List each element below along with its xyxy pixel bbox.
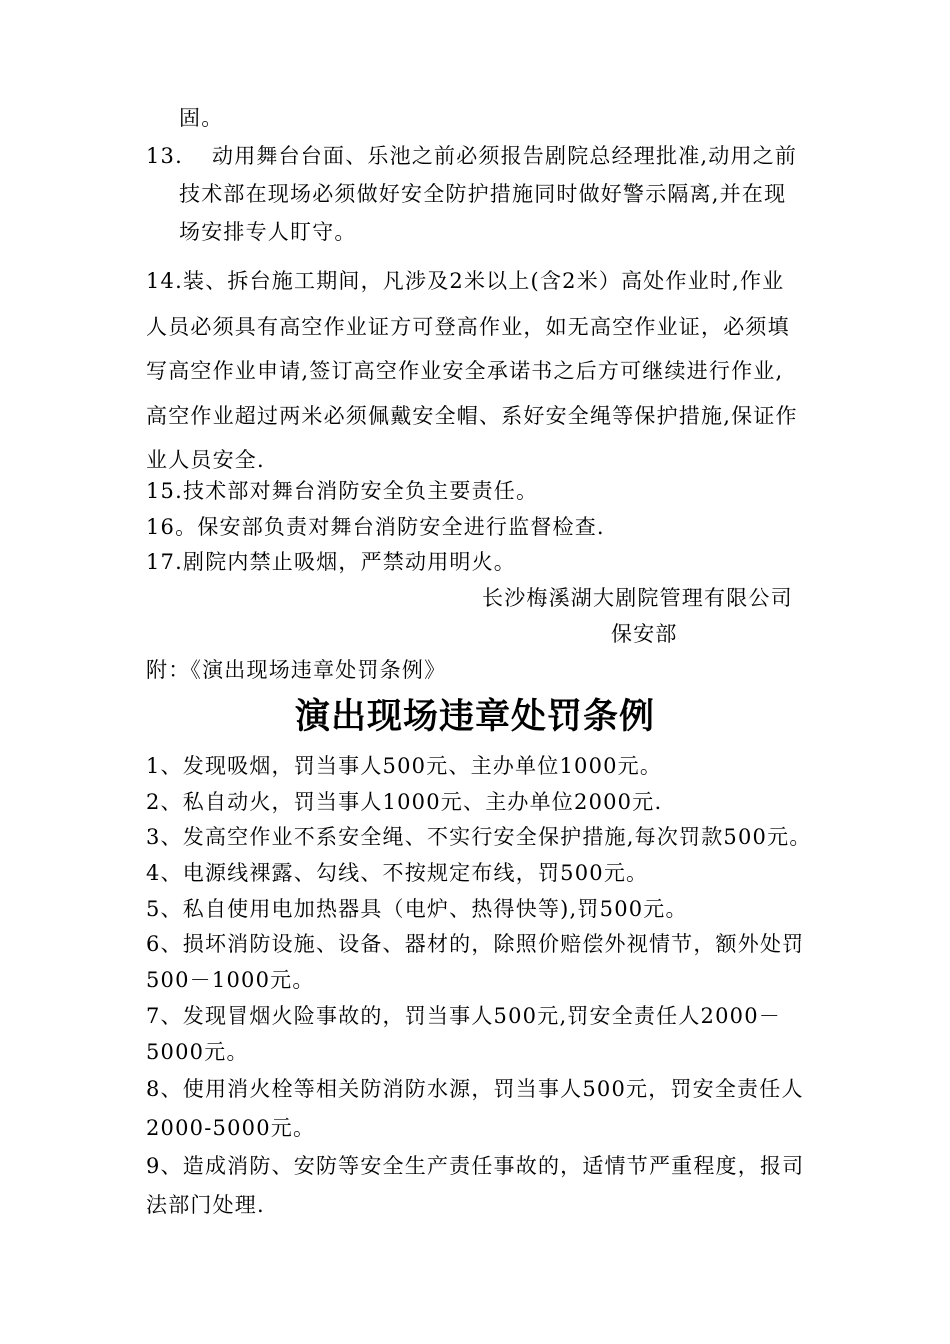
regulation-5: 5、私自使用电加热器具（电炉、热得快等),罚500元。: [146, 897, 688, 921]
signature-company: 长沙梅溪湖大剧院管理有限公司: [482, 586, 793, 610]
regulation-8-line-2: 2000-5000元。: [146, 1116, 316, 1140]
regulation-8-line-1: 8、使用消火栓等相关防消防水源，罚当事人500元，罚安全责任人: [146, 1077, 804, 1101]
item-12-tail: 固。: [179, 106, 224, 130]
item-14-line-4: 高空作业超过两米必须佩戴安全帽、系好安全绳等保护措施,保证作: [146, 404, 798, 428]
regulation-3: 3、发高空作业不系安全绳、不实行安全保护措施,每次罚款500元。: [146, 825, 812, 849]
item-14-line-2: 人员必须具有高空作业证方可登高作业，如无高空作业证，必须填: [146, 315, 790, 339]
regulations-title: 演出现场违章处罚条例: [294, 697, 655, 737]
signature-department: 保安部: [611, 622, 678, 646]
item-14-line-1: 14.装、拆台施工期间，凡涉及2米以上(含2米）高处作业时,作业: [146, 269, 785, 293]
item-17: 17.剧院内禁止吸烟，严禁动用明火。: [146, 550, 516, 574]
item-15: 15.技术部对舞台消防安全负主要责任。: [146, 479, 539, 503]
item-14-line-3: 写高空作业申请,签订高空作业安全承诺书之后方可继续进行作业,: [146, 359, 784, 383]
item-13-line-3: 场安排专人盯守。: [179, 220, 357, 244]
regulation-6-line-1: 6、损坏消防设施、设备、器材的，除照价赔偿外视情节，额外处罚: [146, 932, 805, 956]
item-13-line-1: 动用舞台台面、乐池之前必须报告剧院总经理批准,动用之前: [212, 144, 798, 168]
attachment-note: 附：《演出现场违章处罚条例》: [146, 658, 447, 682]
regulation-2: 2、私自动火，罚当事人1000元、主办单位2000元.: [146, 790, 663, 814]
regulation-4: 4、电源线裸露、勾线、不按规定布线，罚500元。: [146, 861, 649, 885]
regulation-9-line-2: 法部门处理.: [146, 1193, 265, 1217]
regulation-7-line-1: 7、发现冒烟火险事故的，罚当事人500元,罚安全责任人2000－: [146, 1004, 781, 1028]
regulation-7-line-2: 5000元。: [146, 1040, 249, 1064]
item-16: 16。保安部负责对舞台消防安全进行监督检查.: [146, 515, 605, 539]
item-14-line-5: 业人员安全.: [146, 448, 265, 472]
item-13-number: 13.: [146, 144, 183, 168]
regulation-6-line-2: 500－1000元。: [146, 968, 315, 992]
regulation-1: 1、发现吸烟，罚当事人500元、主办单位1000元。: [146, 754, 663, 778]
regulation-9-line-1: 9、造成消防、安防等安全生产责任事故的，适情节严重程度，报司: [146, 1154, 805, 1178]
item-13-line-2: 技术部在现场必须做好安全防护措施同时做好警示隔离,并在现: [179, 182, 787, 206]
